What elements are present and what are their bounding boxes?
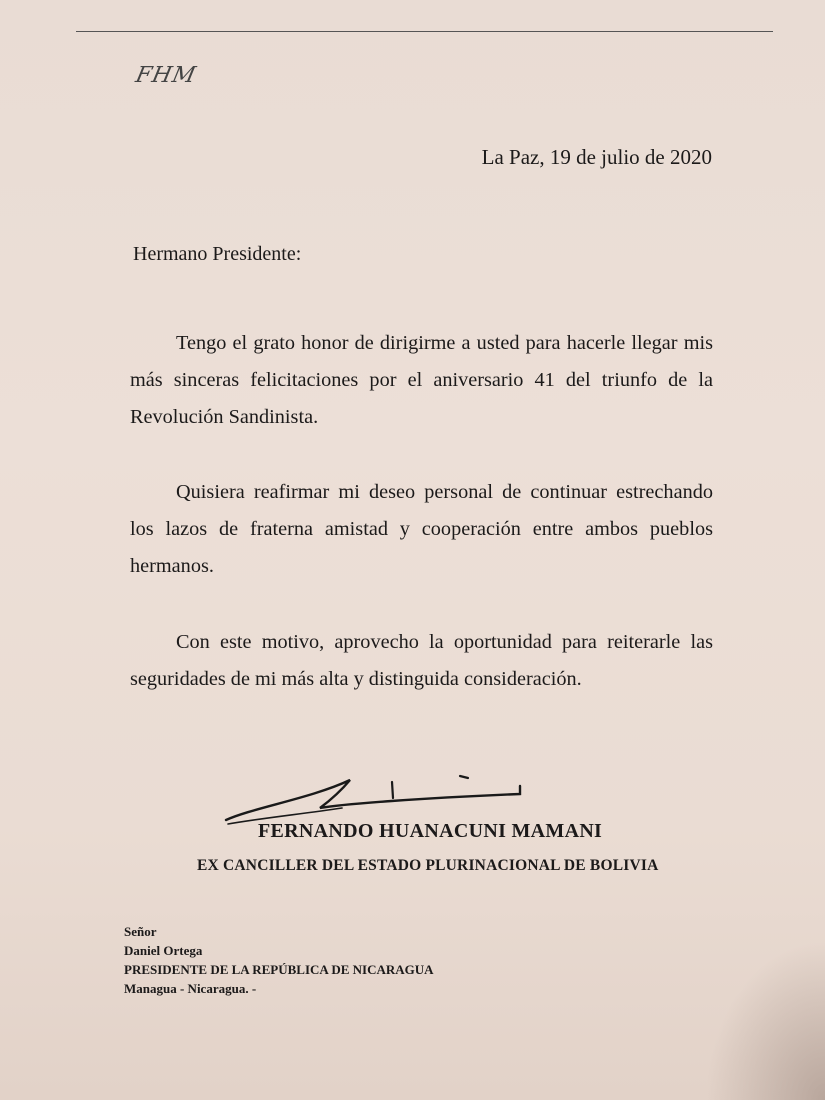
recipient-name: Daniel Ortega <box>124 943 203 958</box>
recipient-block <box>124 922 434 998</box>
body-paragraph-1 <box>130 325 713 436</box>
body-paragraph-3 <box>130 624 713 698</box>
letter-date: La Paz, 19 de julio de 2020 <box>481 145 712 169</box>
salutation: Hermano Presidente: <box>133 243 302 265</box>
paragraph-2-text: Quisiera reafirmar mi deseo personal de continuar estrechando los lazos de fraterna amistad y cooperación entre ambos pueblos hermanos. <box>130 481 713 577</box>
signer-name: FERNANDO HUANACUNI MAMANI <box>258 820 603 842</box>
handwritten-signature <box>222 768 532 828</box>
signer-title: EX CANCILLER DEL ESTADO PLURINACIONAL DE BOLIVIA <box>197 857 659 874</box>
top-rule <box>76 31 773 32</box>
recipient-position: PRESIDENTE DE LA REPÚBLICA DE NICARAGUA <box>124 962 434 977</box>
page-corner-shadow <box>705 940 825 1100</box>
body-paragraph-2 <box>130 474 713 585</box>
paragraph-1-text: Tengo el grato honor de dirigirme a usted para hacerle llegar mis más sinceras felicitaciones por el aniversario 41 del triunfo de la Revolución Sandinista. <box>130 332 713 428</box>
recipient-honorific: Señor <box>124 924 157 939</box>
paragraph-3-text: Con este motivo, aprovecho la oportunidad para reiterarle las seguridades de mi más alta y distinguida consideración. <box>130 631 713 690</box>
monogram: FHM <box>133 63 199 88</box>
recipient-location: Managua - Nicaragua. - <box>124 981 257 996</box>
